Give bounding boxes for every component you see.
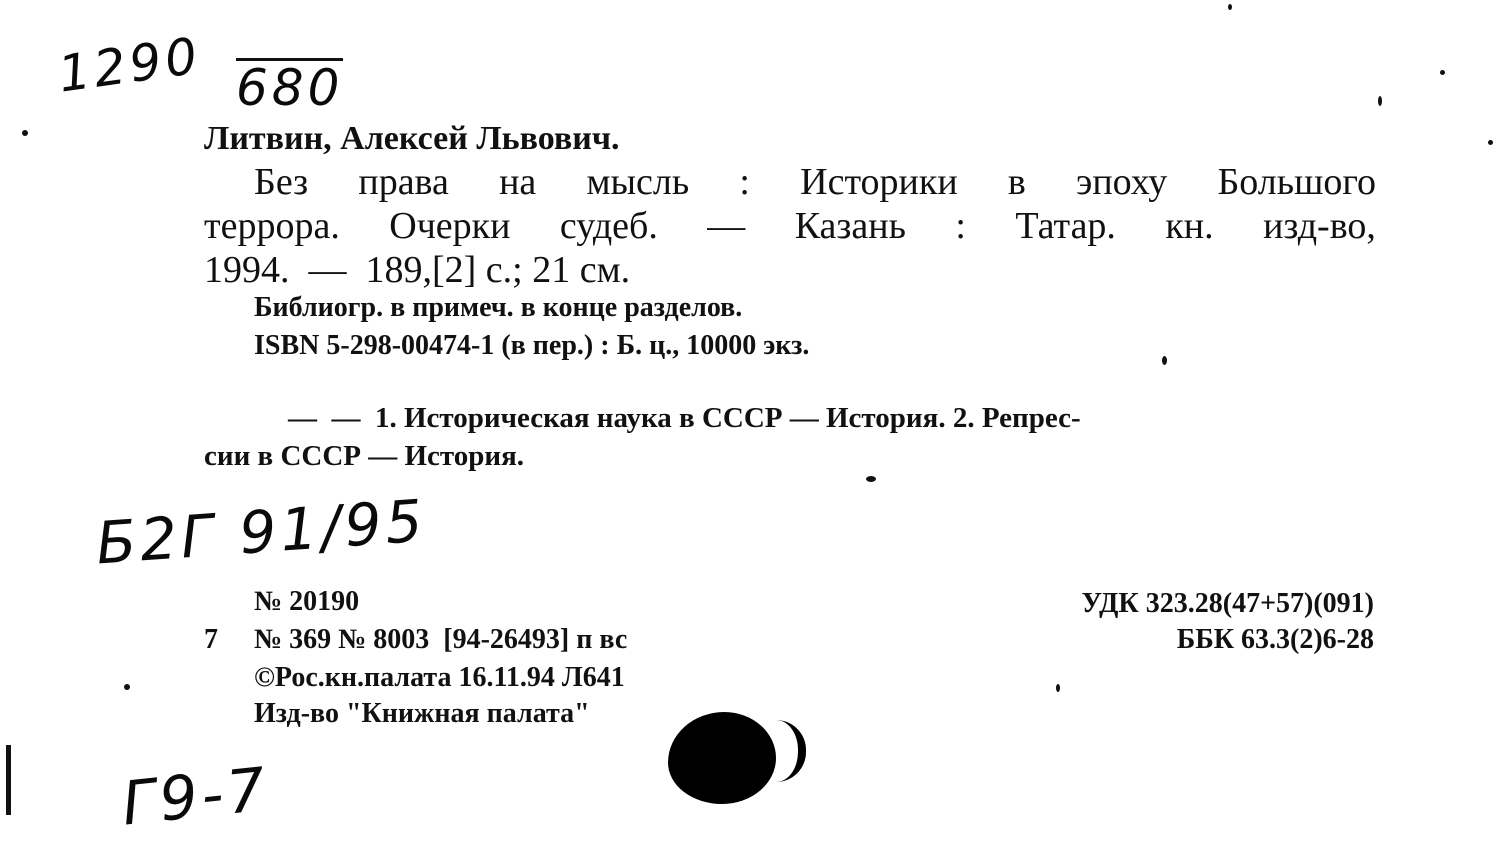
title-word: — — [707, 205, 746, 247]
title-word: в — [1007, 161, 1026, 203]
footer-line-2: № 369 № 8003 [94-26493] п вс — [254, 624, 628, 655]
title-word: изд-во, — [1263, 205, 1376, 247]
publisher-line: Изд-во "Книжная палата" — [254, 698, 590, 729]
ink-blot-edge — [776, 720, 806, 782]
title-word: Большого — [1217, 161, 1376, 203]
title-word: эпоху — [1076, 161, 1168, 203]
title-word: мысль — [586, 161, 690, 203]
handwritten-bottom-mark: Г9-7 — [118, 754, 273, 840]
scan-speck — [1378, 96, 1382, 106]
title-word: : — [955, 205, 966, 247]
card-number: № 20190 — [254, 586, 360, 617]
bbk-code: ББК 63.3(2)6-28 — [1176, 624, 1374, 655]
handwritten-shelf-mark: Б2Г 91/95 — [94, 486, 429, 578]
isbn-line: ISBN 5-298-00474-1 (в пер.) : Б. ц., 10000 экз. — [254, 330, 810, 361]
title-word: Казань — [794, 205, 906, 247]
footer-prefix: 7 — [204, 624, 218, 655]
title-line-2 — [204, 204, 1376, 248]
scan-speck — [22, 130, 28, 136]
title-word: Историки — [800, 161, 958, 203]
subject-headings-line-1: — — 1. Историческая наука в СССР — История. 2. Репрес- — [288, 402, 1081, 434]
title-word: на — [499, 161, 537, 203]
title-word: Без — [254, 161, 309, 203]
bibliography-note: Библиогр. в примеч. в конце разделов. — [254, 292, 743, 323]
title-word: Татар. — [1015, 205, 1116, 247]
scan-speck — [124, 684, 130, 690]
handwritten-top-number: 1290 — [54, 26, 205, 104]
scan-speck — [1488, 140, 1493, 145]
subject-headings-line-2: сии в СССР — История. — [204, 440, 525, 472]
scan-speck — [1440, 70, 1445, 75]
scan-speck — [866, 476, 876, 482]
scan-edge-mark — [6, 745, 11, 815]
title-word: : — [739, 161, 750, 203]
copyright-line: ©Рос.кн.палата 16.11.94 Л641 — [254, 662, 625, 693]
title-word: судеб. — [559, 205, 658, 247]
title-word: Очерки — [389, 205, 511, 247]
title-line-1 — [204, 160, 1376, 204]
ink-blot — [668, 712, 776, 804]
handwritten-top-number-alt: 680 — [236, 59, 344, 117]
title-word: террора. — [204, 205, 340, 247]
scan-speck — [1056, 684, 1060, 692]
udk-code: УДК 323.28(47+57)(091) — [1081, 588, 1374, 619]
title-word: кн. — [1165, 205, 1214, 247]
scan-speck — [1228, 4, 1232, 10]
scan-speck — [1162, 356, 1167, 365]
title-word: права — [358, 161, 449, 203]
imprint-line: 1994. — 189,[2] с.; 21 см. — [204, 249, 631, 291]
author-heading: Литвин, Алексей Львович. — [204, 120, 620, 157]
